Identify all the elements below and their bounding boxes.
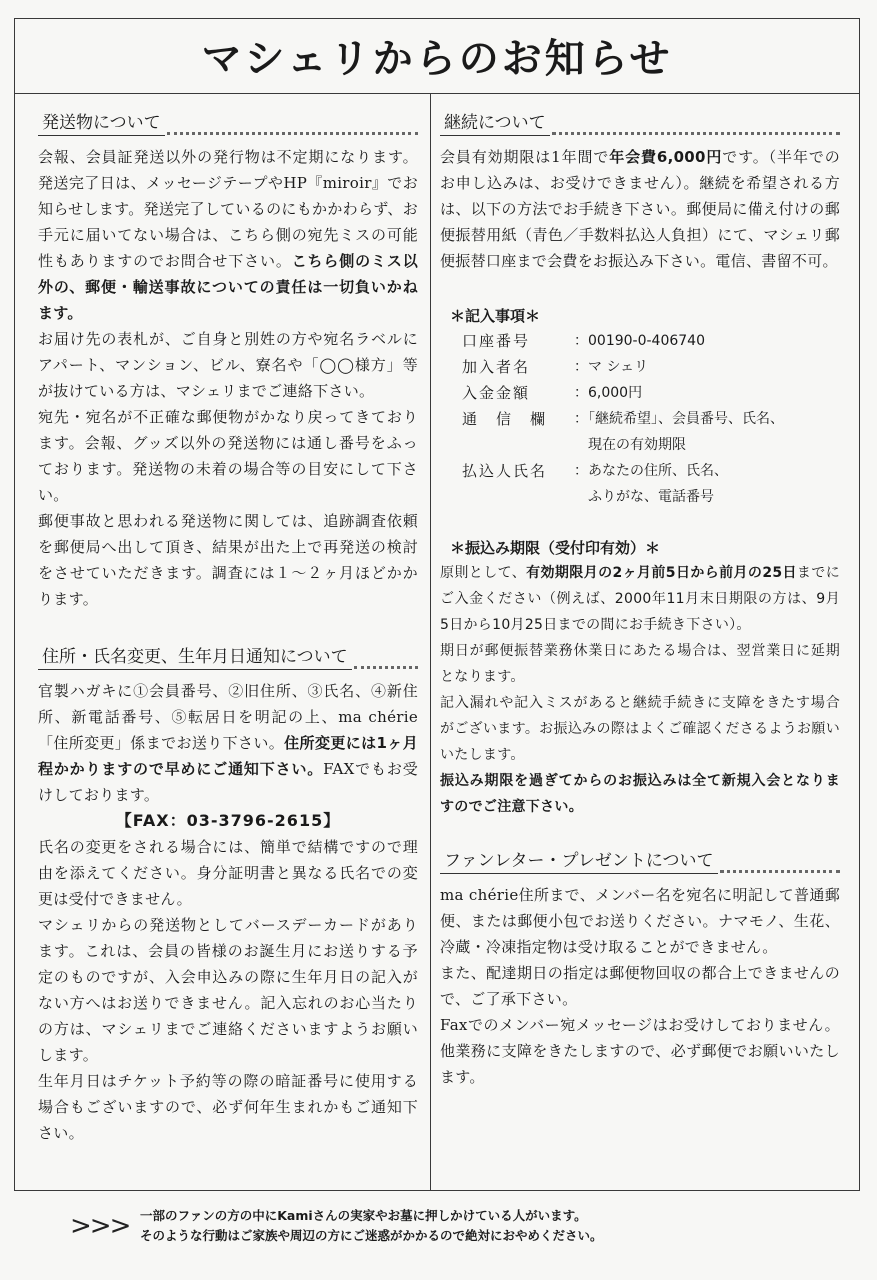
right-column <box>440 100 840 1090</box>
field-row <box>462 328 784 354</box>
field-value: ：「継続希望」、会員番号、氏名、 <box>574 411 784 427</box>
field-row <box>462 380 784 406</box>
renewal-warning: 振込み期限を過ぎてからのお振込みは全て新規入会となりますのでご注意下さい。 <box>440 773 840 815</box>
field-value: ：6,000円 <box>574 385 643 401</box>
address-notice: 住所変更には1ヶ月程かかりますので早めにご通知下さい。 <box>38 734 418 778</box>
fanletter-paragraph-2: また、配達期日の指定は郵便物回収の都合上できませんので、ご了承下さい。 <box>440 964 840 1008</box>
title-bar <box>14 18 860 94</box>
heading-label: 住所・氏名変更、生年月日通知について <box>38 642 352 670</box>
field-value: ：00190-0-406740 <box>574 333 705 349</box>
address-paragraph-2: 氏名の変更をされる場合には、簡単で結構ですので理由を添えてください。身分証明書と異なる氏名での変更は受付できません。 <box>38 838 418 908</box>
field-value: 現在の有効期限 <box>574 437 686 453</box>
field-value: ：あなたの住所、氏名、 <box>574 463 728 479</box>
shipping-paragraph-3: 宛先・宛名が不正確な郵便物がかなり戻ってきております。会報、グッズ以外の発送物には通し番号をふっております。発送物の未着の場合等の目安にして下さい。 <box>38 408 418 504</box>
triple-chevron-icon: >>> <box>70 1211 130 1241</box>
field-key <box>462 484 574 510</box>
renewal-paragraph-1: 会員有効期限は1年間で年会費6,000円です。（半年でのお申し込みは、お受けできません）。継続を希望される方は、以下の方法でお手続き下さい。郵便局に備え付けの郵便振替用紙（青色／手数料払込人負担）にて、マシェリ郵便振替口座まで会費をお振込み下さい。電信、書留不可。 <box>440 148 840 270</box>
column-divider <box>430 94 431 1191</box>
field-key: 加入者名 <box>462 358 531 376</box>
field-row <box>462 458 784 484</box>
left-column <box>38 100 418 1146</box>
section-heading-shipping <box>38 108 418 136</box>
renewal-paragraph-3: 期日が郵便振替業務休業日にあたる場合は、翌営業日に延期となります。 <box>440 643 840 685</box>
annual-fee: 年会費6,000円 <box>609 148 723 166</box>
field-key: 通 信 欄 <box>462 410 548 428</box>
section-heading-address <box>38 642 418 670</box>
renewal-paragraph-4: 記入漏れや記入ミスがあると継続手続きに支障をきたす場合がございます。お振込みの際はよくご確認くださるようお願いいたします。 <box>440 695 840 763</box>
footer-notice <box>70 1203 850 1249</box>
fanletter-paragraph-1: ma chérie住所まで、メンバー名を宛名に明記して普通郵便、または郵便小包でお送りください。ナマモノ、生花、冷蔵・冷凍指定物は受け取ることができません。 <box>440 886 840 956</box>
shipping-paragraph-2: お届け先の表札が、ご自身と別姓の方や宛名ラベルにアパート、マンション、ビル、寮名や「◯◯様方」等が抜けている方は、マシェリまでご連絡下さい。 <box>38 330 418 400</box>
dotted-rule <box>552 132 840 135</box>
fax-number: 【FAX：03-3796-2615】 <box>115 811 341 830</box>
field-value: ふりがな、電話番号 <box>574 489 714 505</box>
shipping-paragraph-1: 会報、会員証発送以外の発行物は不定期になります。発送完了日は、メッセージテープやHP『miroir』でお知らせします。発送完了しているのにもかかわらず、お手元に届いてない場合は、こちら側の宛先ミスの可能性もありますのでお問合せ下さい。こちら側のミス以外の、郵便・輸送事故についての責任は一切負いかねます。 <box>38 148 418 322</box>
field-key: 口座番号 <box>462 332 531 350</box>
address-paragraph-3: マシェリからの発送物としてバースデーカードがあります。これは、会員の皆様のお誕生月にお送りする予定のものですが、入会申込みの際に生年月日の記入がない方へはお送りできません。記入忘れのお心当たりの方は、マシェリまでご連絡くださいますようお願いします。 <box>38 916 418 1064</box>
field-key: 入金金額 <box>462 384 531 402</box>
heading-label: ファンレター・プレゼントについて <box>440 846 718 874</box>
heading-label: 継続について <box>440 108 550 136</box>
dotted-rule <box>720 870 840 873</box>
renewal-paragraph-2: 原則として、有効期限月の2ヶ月前5日から前月の25日までにご入金ください（例えば、2000年11月末日期限の方は、9月5日から10月25日までの間にお手続き下さい）。 <box>440 565 840 633</box>
dotted-rule <box>167 132 418 135</box>
field-row <box>462 354 784 380</box>
footer-line-2: そのような行動はご家族や周辺の方にご迷惑がかかるので絶対におやめください。 <box>140 1228 603 1243</box>
page-title: マシェリからのお知らせ <box>201 35 673 82</box>
address-paragraph-4: 生年月日はチケット予約等の際の暗証番号に使用する場合もございますので、必ず何年生まれかもご通知下さい。 <box>38 1072 418 1142</box>
address-paragraph-1: 官製ハガキに①会員番号、②旧住所、③氏名、④新住所、新電話番号、⑤転居日を明記の上、ma chérie「住所変更」係までお送り下さい。住所変更には1ヶ月程かかりますので早めにご通知下さい。FAXでもお受けしております。 <box>38 682 418 804</box>
footer-line-1: 一部のファンの方の中にKamiさんの実家やお墓に押しかけている人がいます。 <box>140 1208 587 1223</box>
field-row <box>462 484 784 510</box>
field-value: ：マ シェリ <box>574 359 649 375</box>
section-heading-renewal <box>440 108 840 136</box>
section-heading-fanletter <box>440 846 840 874</box>
dotted-rule <box>354 666 418 669</box>
field-key <box>462 432 574 458</box>
transfer-fields-table <box>462 328 784 510</box>
shipping-disclaimer: こちら側のミス以外の、郵便・輸送事故についての責任は一切負いかねます。 <box>38 252 418 322</box>
field-row <box>462 432 784 458</box>
deadline-title: ＊振込み期限（受付印有効）＊ <box>450 539 661 557</box>
shipping-paragraph-4: 郵便事故と思われる発送物に関しては、追跡調査依頼を郵便局へ出して頂き、結果が出た上で再発送の検討をさせていただきます。調査には１～２ヶ月ほどかかります。 <box>38 512 418 608</box>
field-key: 払込人氏名 <box>462 462 548 480</box>
field-row <box>462 406 784 432</box>
fields-title: ＊記入事項＊ <box>450 307 541 325</box>
heading-label: 発送物について <box>38 108 165 136</box>
fanletter-paragraph-3: Faxでのメンバー宛メッセージはお受けしておりません。他業務に支障をきたしますので、必ず郵便でお願いいたします。 <box>440 1016 840 1086</box>
deadline-period: 有効期限月の2ヶ月前5日から前月の25日 <box>526 565 797 581</box>
footer-text <box>140 1206 603 1246</box>
